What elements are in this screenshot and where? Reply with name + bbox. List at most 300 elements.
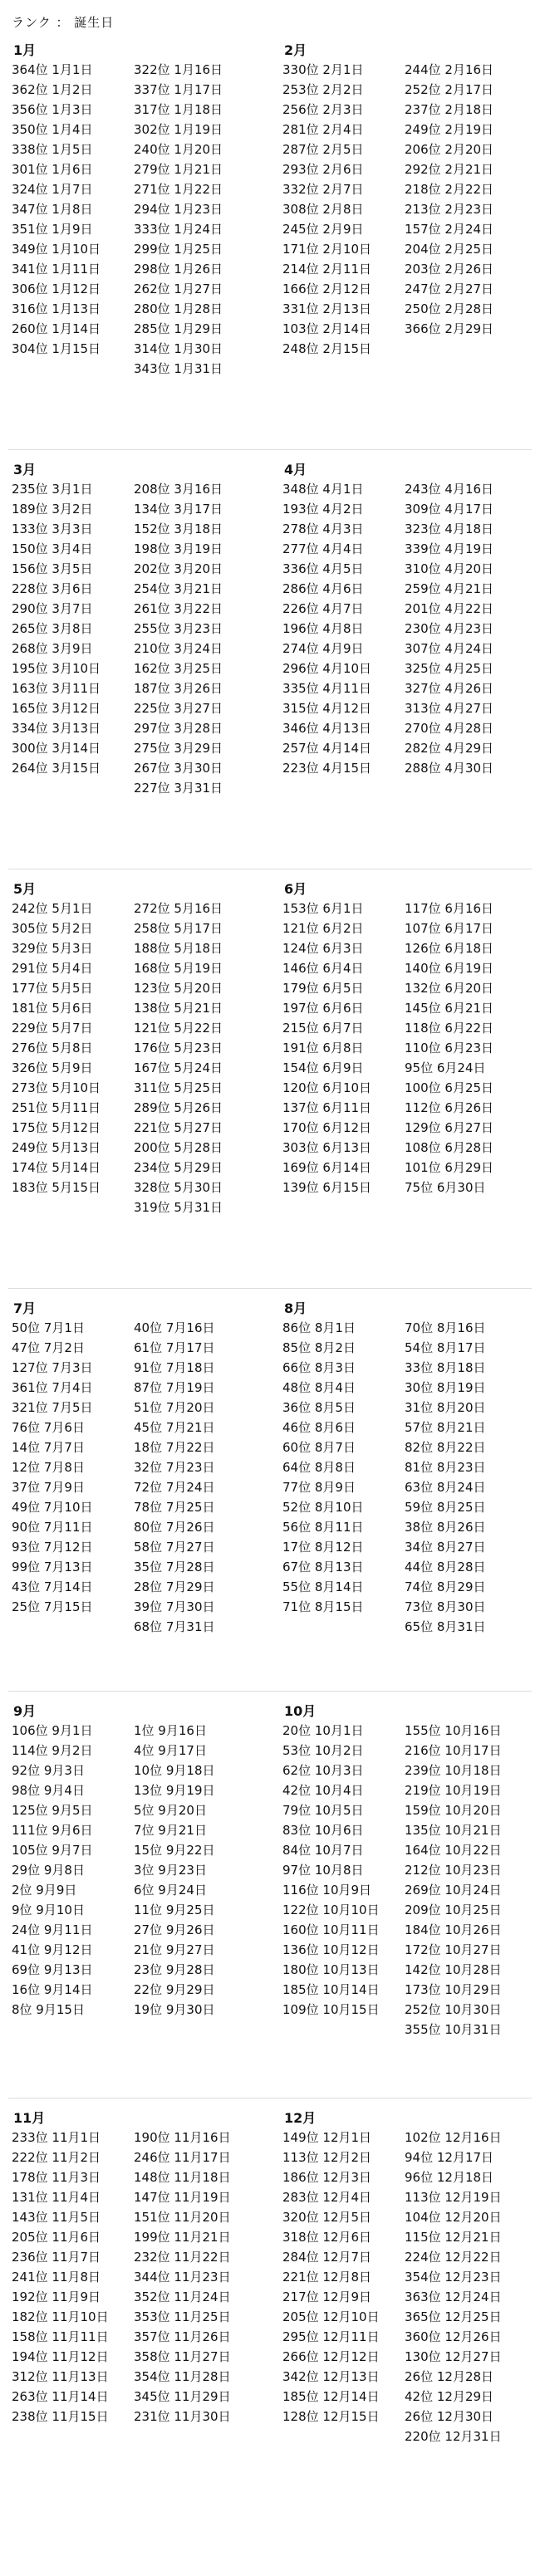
rank-entry: 233位 11月1日 <box>12 2130 101 2145</box>
rank-entry: 35位 7月28日 <box>134 1560 215 1574</box>
rank-entry: 10位 9月18日 <box>134 1763 215 1778</box>
rank-entry: 170位 6月12日 <box>282 1120 372 1135</box>
rank-entry: 29位 9月8日 <box>12 1863 85 1878</box>
rank-entry: 212位 10月23日 <box>405 1863 502 1878</box>
rank-entry: 26位 12月28日 <box>405 2369 494 2384</box>
rank-entry: 243位 4月16日 <box>405 482 494 497</box>
rank-entry: 323位 4月18日 <box>405 522 494 536</box>
rank-entry: 178位 11月3日 <box>12 2170 101 2185</box>
rank-entry: 49位 7月10日 <box>12 1500 93 1515</box>
rank-entry: 279位 1月21日 <box>134 162 223 177</box>
rank-entry: 268位 3月9日 <box>12 641 93 656</box>
rank-entry: 362位 1月2日 <box>12 82 93 97</box>
rank-entry: 337位 1月17日 <box>134 82 223 97</box>
rank-entry: 270位 4月28日 <box>405 721 494 736</box>
rank-column <box>405 479 533 778</box>
month-block <box>12 2109 269 2427</box>
rank-entry: 157位 2月24日 <box>405 222 494 237</box>
rank-entry: 344位 11月23日 <box>134 2270 231 2285</box>
rank-column <box>405 2128 533 2446</box>
rank-entry: 114位 9月2日 <box>12 1743 93 1758</box>
rank-entry: 267位 3月30日 <box>134 761 223 776</box>
month-block <box>282 2109 540 2446</box>
rank-entry: 205位 12月10日 <box>282 2309 380 2324</box>
rank-entry: 319位 5月31日 <box>134 1200 223 1215</box>
rank-entry: 37位 7月9日 <box>12 1480 85 1495</box>
rank-entry: 120位 6月10日 <box>282 1080 372 1095</box>
rank-entry: 8位 9月15日 <box>12 2002 85 2017</box>
rank-entry: 172位 10月27日 <box>405 1942 502 1957</box>
section-divider <box>8 449 532 450</box>
rank-entry: 75位 6月30日 <box>405 1180 486 1195</box>
rank-entry: 277位 4月4日 <box>282 541 364 556</box>
rank-entry: 313位 4月27日 <box>405 701 494 716</box>
rank-entry: 192位 11月9日 <box>12 2290 101 2304</box>
rank-entry: 283位 12月4日 <box>282 2190 372 2205</box>
rank-entry: 118位 6月22日 <box>405 1021 494 1036</box>
rank-entry: 204位 2月25日 <box>405 242 494 257</box>
rank-entry: 5位 9月20日 <box>134 1803 207 1818</box>
rank-entry: 210位 3月24日 <box>134 641 223 656</box>
rank-entry: 140位 6月19日 <box>405 961 494 976</box>
rank-entry: 166位 2月12日 <box>282 282 372 296</box>
rank-entry: 36位 8月5日 <box>282 1400 356 1415</box>
rank-entry: 246位 11月17日 <box>134 2150 231 2165</box>
rank-entry: 218位 2月22日 <box>405 182 494 197</box>
rank-entry: 79位 10月5日 <box>282 1803 364 1818</box>
rank-entry: 56位 8月11日 <box>282 1520 364 1535</box>
rank-entry: 206位 2月20日 <box>405 142 494 157</box>
rank-entry: 301位 1月6日 <box>12 162 93 177</box>
rank-entry: 203位 2月26日 <box>405 262 494 277</box>
rank-column <box>12 479 132 798</box>
month-columns <box>12 60 269 379</box>
rank-entry: 58位 7月27日 <box>134 1540 215 1555</box>
rank-entry: 299位 1月25日 <box>134 242 223 257</box>
rank-entry: 135位 10月21日 <box>405 1823 502 1838</box>
rank-entry: 3位 9月23日 <box>134 1863 207 1878</box>
rank-entry: 253位 2月2日 <box>282 82 364 97</box>
rank-entry: 121位 6月2日 <box>282 921 364 936</box>
rank-entry: 286位 4月6日 <box>282 581 364 596</box>
rank-entry: 245位 2月9日 <box>282 222 364 237</box>
rank-entry: 45位 7月21日 <box>134 1420 215 1435</box>
rank-entry: 273位 5月10日 <box>12 1080 101 1095</box>
rank-entry: 315位 4月12日 <box>282 701 372 716</box>
rank-entry: 185位 12月14日 <box>282 2389 380 2404</box>
rank-entry: 334位 3月13日 <box>12 721 101 736</box>
rank-entry: 222位 11月2日 <box>12 2150 101 2165</box>
rank-entry: 121位 5月22日 <box>134 1021 223 1036</box>
rank-entry: 59位 8月25日 <box>405 1500 486 1515</box>
page-header: ランク ： 誕生日 <box>12 15 115 30</box>
rank-entry: 205位 11月6日 <box>12 2230 101 2245</box>
rank-entry: 41位 9月12日 <box>12 1942 93 1957</box>
month-title: 9月 <box>13 1703 37 1719</box>
rank-entry: 87位 7月19日 <box>134 1380 215 1395</box>
rank-entry: 272位 5月16日 <box>134 901 223 916</box>
rank-entry: 302位 1月19日 <box>134 122 223 137</box>
rank-entry: 115位 12月21日 <box>405 2230 502 2245</box>
month-block <box>12 42 269 379</box>
rank-entry: 148位 11月18日 <box>134 2170 231 2185</box>
rank-entry: 259位 4月21日 <box>405 581 494 596</box>
rank-entry: 289位 5月26日 <box>134 1100 223 1115</box>
rank-entry: 143位 11月5日 <box>12 2210 101 2225</box>
rank-column <box>134 479 263 798</box>
rank-entry: 278位 4月3日 <box>282 522 364 536</box>
rank-entry: 92位 9月3日 <box>12 1763 85 1778</box>
rank-entry: 232位 11月22日 <box>134 2250 231 2265</box>
rank-entry: 354位 12月23日 <box>405 2270 502 2285</box>
rank-entry: 364位 1月1日 <box>12 62 93 77</box>
rank-entry: 54位 8月17日 <box>405 1340 486 1355</box>
rank-column <box>282 2128 403 2446</box>
month-title: 8月 <box>284 1300 307 1316</box>
rank-entry: 291位 5月4日 <box>12 961 93 976</box>
rank-entry: 107位 6月17日 <box>405 921 494 936</box>
rank-entry: 127位 7月3日 <box>12 1360 93 1375</box>
rank-entry: 292位 2月21日 <box>405 162 494 177</box>
rank-entry: 194位 11月12日 <box>12 2349 109 2364</box>
rank-entry: 90位 7月11日 <box>12 1520 93 1535</box>
rank-entry: 251位 5月11日 <box>12 1100 101 1115</box>
rank-entry: 329位 5月3日 <box>12 941 93 956</box>
month-title: 7月 <box>13 1300 37 1316</box>
rank-entry: 25位 7月15日 <box>12 1599 93 1614</box>
rank-entry: 264位 3月15日 <box>12 761 101 776</box>
rank-entry: 188位 5月18日 <box>134 941 223 956</box>
rank-entry: 64位 8月8日 <box>282 1460 356 1475</box>
rank-entry: 229位 5月7日 <box>12 1021 93 1036</box>
rank-entry: 280位 1月28日 <box>134 301 223 316</box>
month-block <box>12 1702 269 2020</box>
rank-entry: 316位 1月13日 <box>12 301 101 316</box>
rank-entry: 303位 6月13日 <box>282 1140 372 1155</box>
month-columns <box>12 2128 269 2427</box>
rank-entry: 179位 6月5日 <box>282 981 364 996</box>
rank-column <box>134 1318 263 1637</box>
month-columns <box>282 899 540 1197</box>
rank-entry: 189位 3月2日 <box>12 502 93 517</box>
rank-entry: 95位 6月24日 <box>405 1060 486 1075</box>
rank-column <box>12 60 132 379</box>
rank-entry: 131位 11月4日 <box>12 2190 101 2205</box>
rank-entry: 324位 1月7日 <box>12 182 93 197</box>
rank-entry: 159位 10月20日 <box>405 1803 502 1818</box>
rank-entry: 348位 4月1日 <box>282 482 364 497</box>
rank-entry: 191位 6月8日 <box>282 1041 364 1055</box>
month-title: 5月 <box>13 881 37 897</box>
rank-entry: 184位 10月26日 <box>405 1922 502 1937</box>
rank-entry: 353位 11月25日 <box>134 2309 231 2324</box>
rank-entry: 67位 8月13日 <box>282 1560 364 1574</box>
rank-column <box>282 479 403 778</box>
rank-column <box>134 60 263 379</box>
rank-entry: 338位 1月5日 <box>12 142 93 157</box>
rank-entry: 150位 3月4日 <box>12 541 93 556</box>
rank-entry: 219位 10月19日 <box>405 1783 502 1798</box>
rank-entry: 52位 8月10日 <box>282 1500 364 1515</box>
rank-entry: 125位 9月5日 <box>12 1803 93 1818</box>
rank-entry: 333位 1月24日 <box>134 222 223 237</box>
rank-entry: 68位 7月31日 <box>134 1619 215 1634</box>
rank-entry: 252位 10月30日 <box>405 2002 502 2017</box>
rank-entry: 331位 2月13日 <box>282 301 372 316</box>
section-divider <box>8 2098 532 2099</box>
rank-entry: 176位 5月23日 <box>134 1041 223 1055</box>
rank-entry: 9位 9月10日 <box>12 1903 85 1917</box>
rank-entry: 152位 3月18日 <box>134 522 223 536</box>
rank-entry: 98位 9月4日 <box>12 1783 85 1798</box>
rank-entry: 91位 7月18日 <box>134 1360 215 1375</box>
rank-entry: 17位 8月12日 <box>282 1540 364 1555</box>
rank-entry: 311位 5月25日 <box>134 1080 223 1095</box>
rank-entry: 7位 9月21日 <box>134 1823 207 1838</box>
month-columns <box>12 899 269 1217</box>
rank-entry: 39位 7月30日 <box>134 1599 215 1614</box>
rank-entry: 250位 2月28日 <box>405 301 494 316</box>
rank-entry: 355位 10月31日 <box>405 2022 502 2037</box>
rank-entry: 111位 9月6日 <box>12 1823 93 1838</box>
rank-entry: 94位 12月17日 <box>405 2150 494 2165</box>
rank-entry: 307位 4月24日 <box>405 641 494 656</box>
month-columns <box>282 60 540 359</box>
rank-entry: 73位 8月30日 <box>405 1599 486 1614</box>
rank-entry: 325位 4月25日 <box>405 661 494 676</box>
rank-entry: 185位 10月14日 <box>282 1982 380 1997</box>
rank-entry: 249位 5月13日 <box>12 1140 101 1155</box>
rank-column <box>405 899 533 1197</box>
rank-entry: 221位 5月27日 <box>134 1120 223 1135</box>
month-block <box>282 461 540 778</box>
rank-entry: 242位 5月1日 <box>12 901 93 916</box>
rank-column <box>405 60 533 359</box>
rank-entry: 360位 12月26日 <box>405 2329 502 2344</box>
rank-entry: 241位 11月8日 <box>12 2270 101 2285</box>
rank-entry: 274位 4月9日 <box>282 641 364 656</box>
rank-entry: 234位 5月29日 <box>134 1160 223 1175</box>
rank-entry: 318位 12月6日 <box>282 2230 372 2245</box>
month-columns <box>12 1318 269 1637</box>
rank-entry: 6位 9月24日 <box>134 1883 207 1898</box>
rank-entry: 300位 3月14日 <box>12 741 101 756</box>
rank-entry: 285位 1月29日 <box>134 321 223 336</box>
rank-entry: 345位 11月29日 <box>134 2389 231 2404</box>
rank-entry: 97位 10月8日 <box>282 1863 364 1878</box>
rank-entry: 217位 12月9日 <box>282 2290 372 2304</box>
month-title: 2月 <box>284 42 307 58</box>
rank-entry: 86位 8月1日 <box>282 1320 356 1335</box>
rank-entry: 122位 10月10日 <box>282 1903 380 1917</box>
rank-entry: 263位 11月14日 <box>12 2389 109 2404</box>
rank-entry: 146位 6月4日 <box>282 961 364 976</box>
rank-entry: 24位 9月11日 <box>12 1922 93 1937</box>
rank-entry: 252位 2月17日 <box>405 82 494 97</box>
rank-entry: 308位 2月8日 <box>282 202 364 217</box>
month-columns <box>282 1721 540 2040</box>
rank-entry: 356位 1月3日 <box>12 102 93 117</box>
rank-entry: 116位 10月9日 <box>282 1883 372 1898</box>
rank-entry: 228位 3月6日 <box>12 581 93 596</box>
rank-entry: 182位 11月10日 <box>12 2309 109 2324</box>
rank-entry: 117位 6月16日 <box>405 901 494 916</box>
rank-entry: 336位 4月5日 <box>282 561 364 576</box>
month-title: 10月 <box>284 1703 317 1719</box>
rank-entry: 130位 12月27日 <box>405 2349 502 2364</box>
month-block <box>12 1300 269 1637</box>
rank-entry: 269位 10月24日 <box>405 1883 502 1898</box>
rank-entry: 181位 5月6日 <box>12 1001 93 1016</box>
rank-entry: 109位 10月15日 <box>282 2002 380 2017</box>
rank-entry: 294位 1月23日 <box>134 202 223 217</box>
rank-entry: 190位 11月16日 <box>134 2130 231 2145</box>
rank-entry: 126位 6月18日 <box>405 941 494 956</box>
rank-entry: 310位 4月20日 <box>405 561 494 576</box>
rank-column <box>12 1721 132 2020</box>
rank-entry: 21位 9月27日 <box>134 1942 215 1957</box>
rank-entry: 282位 4月29日 <box>405 741 494 756</box>
rank-entry: 105位 9月7日 <box>12 1843 93 1858</box>
rank-entry: 295位 12月11日 <box>282 2329 380 2344</box>
rank-entry: 93位 7月12日 <box>12 1540 93 1555</box>
rank-entry: 327位 4月26日 <box>405 681 494 696</box>
rank-entry: 163位 3月11日 <box>12 681 101 696</box>
rank-entry: 174位 5月14日 <box>12 1160 101 1175</box>
rank-entry: 31位 8月20日 <box>405 1400 486 1415</box>
rank-entry: 147位 11月19日 <box>134 2190 231 2205</box>
rank-entry: 365位 12月25日 <box>405 2309 502 2324</box>
rank-column <box>405 1721 533 2040</box>
rank-entry: 247位 2月27日 <box>405 282 494 296</box>
rank-entry: 138位 5月21日 <box>134 1001 223 1016</box>
rank-entry: 357位 11月26日 <box>134 2329 231 2344</box>
rank-column <box>134 2128 263 2427</box>
rank-entry: 236位 11月7日 <box>12 2250 101 2265</box>
rank-entry: 18位 7月22日 <box>134 1440 215 1455</box>
rank-column <box>134 1721 263 2020</box>
rank-column <box>405 1318 533 1637</box>
rank-entry: 288位 4月30日 <box>405 761 494 776</box>
month-title: 12月 <box>284 2110 317 2126</box>
rank-entry: 57位 8月21日 <box>405 1420 486 1435</box>
rank-entry: 124位 6月3日 <box>282 941 364 956</box>
rank-entry: 164位 10月22日 <box>405 1843 502 1858</box>
rank-entry: 136位 10月12日 <box>282 1942 380 1957</box>
rank-entry: 320位 12月5日 <box>282 2210 372 2225</box>
rank-entry: 60位 8月7日 <box>282 1440 356 1455</box>
rank-entry: 27位 9月26日 <box>134 1922 215 1937</box>
rank-entry: 258位 5月17日 <box>134 921 223 936</box>
rank-entry: 137位 6月11日 <box>282 1100 372 1115</box>
rank-entry: 42位 12月29日 <box>405 2389 494 2404</box>
rank-entry: 110位 6月23日 <box>405 1041 494 1055</box>
rank-entry: 202位 3月20日 <box>134 561 223 576</box>
rank-entry: 156位 3月5日 <box>12 561 93 576</box>
rank-entry: 257位 4月14日 <box>282 741 372 756</box>
rank-entry: 314位 1月30日 <box>134 341 223 356</box>
rank-entry: 80位 7月26日 <box>134 1520 215 1535</box>
rank-entry: 165位 3月12日 <box>12 701 101 716</box>
rank-entry: 335位 4月11日 <box>282 681 372 696</box>
rank-entry: 256位 2月3日 <box>282 102 364 117</box>
rank-entry: 266位 12月12日 <box>282 2349 380 2364</box>
rank-entry: 20位 10月1日 <box>282 1723 364 1738</box>
rank-entry: 249位 2月19日 <box>405 122 494 137</box>
rank-entry: 358位 11月27日 <box>134 2349 231 2364</box>
month-block <box>12 461 269 798</box>
rank-entry: 363位 12月24日 <box>405 2290 502 2304</box>
rank-column <box>282 60 403 359</box>
rank-entry: 101位 6月29日 <box>405 1160 494 1175</box>
rank-entry: 248位 2月15日 <box>282 341 372 356</box>
month-columns <box>282 1318 540 1637</box>
rank-entry: 322位 1月16日 <box>134 62 223 77</box>
rank-entry: 276位 5月8日 <box>12 1041 93 1055</box>
rank-entry: 215位 6月7日 <box>282 1021 364 1036</box>
rank-entry: 354位 11月28日 <box>134 2369 231 2384</box>
rank-entry: 304位 1月15日 <box>12 341 101 356</box>
rank-entry: 42位 10月4日 <box>282 1783 364 1798</box>
rank-entry: 226位 4月7日 <box>282 601 364 616</box>
rank-entry: 77位 8月9日 <box>282 1480 356 1495</box>
rank-entry: 238位 11月15日 <box>12 2409 109 2424</box>
rank-entry: 83位 10月6日 <box>282 1823 364 1838</box>
rank-entry: 343位 1月31日 <box>134 361 223 376</box>
rank-entry: 260位 1月14日 <box>12 321 101 336</box>
month-columns <box>282 479 540 778</box>
month-title: 3月 <box>13 462 37 477</box>
rank-entry: 43位 7月14日 <box>12 1579 93 1594</box>
rank-entry: 265位 3月8日 <box>12 621 93 636</box>
rank-entry: 100位 6月25日 <box>405 1080 494 1095</box>
month-title: 1月 <box>13 42 37 58</box>
rank-entry: 332位 2月7日 <box>282 182 364 197</box>
rank-entry: 312位 11月13日 <box>12 2369 109 2384</box>
rank-entry: 102位 12月16日 <box>405 2130 502 2145</box>
rank-entry: 158位 11月11日 <box>12 2329 109 2344</box>
rank-entry: 13位 9月19日 <box>134 1783 215 1798</box>
rank-entry: 40位 7月16日 <box>134 1320 215 1335</box>
section-divider <box>8 1691 532 1692</box>
rank-entry: 235位 3月1日 <box>12 482 93 497</box>
rank-entry: 72位 7月24日 <box>134 1480 215 1495</box>
rank-entry: 237位 2月18日 <box>405 102 494 117</box>
month-title: 6月 <box>284 881 307 897</box>
rank-entry: 296位 4月10日 <box>282 661 372 676</box>
rank-entry: 70位 8月16日 <box>405 1320 486 1335</box>
rank-entry: 99位 7月13日 <box>12 1560 93 1574</box>
rank-entry: 155位 10月16日 <box>405 1723 502 1738</box>
rank-entry: 149位 12月1日 <box>282 2130 372 2145</box>
rank-entry: 11位 9月25日 <box>134 1903 215 1917</box>
rank-entry: 1位 9月16日 <box>134 1723 207 1738</box>
rank-entry: 366位 2月29日 <box>405 321 494 336</box>
rank-entry: 38位 8月26日 <box>405 1520 486 1535</box>
rank-entry: 352位 11月24日 <box>134 2290 231 2304</box>
rank-entry: 154位 6月9日 <box>282 1060 364 1075</box>
section-divider <box>8 1288 532 1289</box>
rank-entry: 46位 8月6日 <box>282 1420 356 1435</box>
rank-entry: 351位 1月9日 <box>12 222 93 237</box>
rank-column <box>12 899 132 1217</box>
rank-column <box>12 1318 132 1637</box>
rank-entry: 317位 1月18日 <box>134 102 223 117</box>
rank-entry: 309位 4月17日 <box>405 502 494 517</box>
rank-entry: 61位 7月17日 <box>134 1340 215 1355</box>
rank-entry: 112位 6月26日 <box>405 1100 494 1115</box>
rank-entry: 133位 3月3日 <box>12 522 93 536</box>
